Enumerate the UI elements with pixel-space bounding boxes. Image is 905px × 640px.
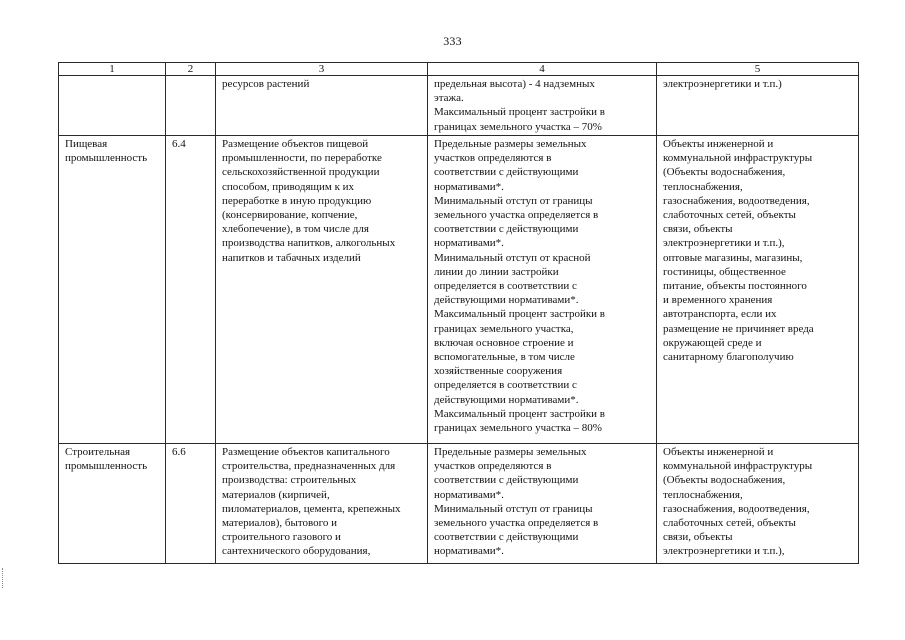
cell-text-line: газоснабжения, водоотведения, [663, 502, 810, 515]
use-description-cell [216, 136, 428, 444]
cell-text-line: Размещение объектов капитального [222, 446, 390, 458]
use-name-cell [59, 76, 166, 136]
auxiliary-uses-cell [657, 76, 859, 136]
cell-text-line: коммунальной инфраструктуры [663, 460, 813, 473]
cell-text-line: соответствии с действующими [434, 223, 579, 236]
use-name-cell [59, 136, 166, 444]
auxiliary-uses-cell [657, 136, 859, 444]
cell-text-line: электроэнергетики и т.п.) [663, 78, 782, 90]
cell-text-line: теплоснабжения, [663, 488, 743, 501]
cell-text-line: электроэнергетики и т.п.), [663, 545, 785, 558]
cell-text-line: земельного участка определяется в [434, 517, 599, 530]
cell-text-line: Минимальный отступ от границы [434, 194, 593, 207]
cell-text-line: Максимальный процент застройки в [434, 308, 605, 321]
cell-text-line: (Объекты водоснабжения, [663, 474, 786, 487]
cell-text-line: промышленности, по переработке [222, 152, 382, 165]
cell-text-line: гостиницы, общественное [663, 265, 786, 278]
table-row [59, 76, 859, 136]
cell-text-line: Предельные размеры земельных [434, 138, 587, 150]
cell-text-line: автотранспорта, если их [663, 308, 777, 321]
cell-text-line: границах земельного участка, [434, 322, 574, 335]
cell-text-line: промышленность [65, 152, 148, 165]
page-number: 333 [443, 34, 462, 48]
cell-text-line: связи, объекты [663, 223, 733, 236]
cell-text-line: материалов), бытового и [222, 517, 338, 530]
cell-text-line: материалов (кирпичей, [222, 488, 330, 501]
use-code-cell [166, 76, 216, 136]
cell-text-line: нормативами*. [434, 237, 504, 250]
cell-text-line: включая основное строение и [434, 336, 574, 349]
cell-text-line: соответствии с действующими [434, 474, 579, 487]
cell-text-line: Максимальный процент застройки в [434, 407, 605, 420]
cell-text-line: строительного газового и [222, 531, 341, 544]
cell-text-line: переработке в иную продукцию [222, 194, 372, 207]
cell-text-line: соответствии с действующими [434, 166, 579, 179]
cell-text-line: соответствии с действующими [434, 531, 579, 544]
cell-text-line: способом, приводящим к их [222, 180, 355, 193]
scan-margin-mark [2, 568, 7, 588]
use-name-cell [59, 444, 166, 564]
cell-text-line: линии до линии застройки [434, 265, 559, 278]
cell-text-line: сельскохозяйственной продукции [222, 166, 380, 179]
cell-text-line: строительства, предназначенных для [222, 460, 396, 473]
cell-text-line: оптовые магазины, магазины, [663, 251, 803, 264]
cell-text-line: производства напитков, алкогольных [222, 237, 396, 250]
cell-text-line: связи, объекты [663, 531, 733, 544]
cell-text-line: питание, объекты постоянного [663, 280, 807, 293]
cell-text-line: теплоснабжения, [663, 180, 743, 193]
cell-text-line: газоснабжения, водоотведения, [663, 194, 810, 207]
cell-text-line: участков определяются в [434, 152, 552, 165]
column-header-5: 5 [657, 63, 859, 76]
cell-text-line: слаботочных сетей, объекты [663, 517, 796, 530]
cell-text-line: Объекты инженерной и [663, 446, 774, 458]
cell-text-line: действующими нормативами*. [434, 393, 579, 406]
cell-text-line: Пищевая [65, 138, 108, 150]
cell-text-line: Минимальный отступ от границы [434, 502, 593, 515]
cell-text-line: и временного хранения [663, 294, 773, 307]
column-header-2: 2 [166, 63, 216, 76]
cell-text-line: напитков и табачных изделий [222, 251, 361, 264]
cell-text-line: Строительная [65, 446, 131, 458]
cell-text-line: производства: строительных [222, 474, 357, 487]
table-row [59, 136, 859, 444]
use-description-cell [216, 444, 428, 564]
cell-text-line: Объекты инженерной и [663, 138, 774, 150]
cell-text-line: действующими нормативами*. [434, 294, 579, 307]
cell-text-line: электроэнергетики и т.п.), [663, 237, 785, 250]
cell-text-line: окружающей среде и [663, 336, 762, 349]
cell-text-line: (Объекты водоснабжения, [663, 166, 786, 179]
table-header-row [59, 63, 859, 76]
zoning-regulations-table [58, 62, 859, 564]
cell-text-line: границах земельного участка – 80% [434, 422, 602, 435]
cell-text-line: нормативами*. [434, 488, 504, 501]
use-description-cell [216, 76, 428, 136]
cell-text-line: определяется в соответствии с [434, 280, 577, 293]
column-header-3: 3 [216, 63, 428, 76]
cell-text-line: сантехнического оборудования, [222, 545, 371, 558]
cell-text-line: определяется в соответствии с [434, 379, 577, 392]
cell-text-line: пиломатериалов, цемента, крепежных [222, 502, 401, 515]
building-parameters-cell [428, 136, 657, 444]
cell-text-line: промышленность [65, 460, 148, 473]
cell-text-line: Размещение объектов пищевой [222, 138, 369, 150]
cell-text-line: Предельные размеры земельных [434, 446, 587, 458]
cell-text-line: этажа. [434, 92, 464, 105]
cell-text-line: слаботочных сетей, объекты [663, 209, 796, 222]
cell-text-line: санитарному благополучию [663, 351, 794, 364]
use-code-cell: 6.6 [166, 444, 216, 564]
cell-text-line: нормативами*. [434, 545, 504, 558]
building-parameters-cell [428, 444, 657, 564]
auxiliary-uses-cell [657, 444, 859, 564]
cell-text-line: размещение не причиняет вреда [663, 322, 814, 335]
cell-text-line: хозяйственные сооружения [434, 365, 563, 378]
column-header-4: 4 [428, 63, 657, 76]
cell-text-line: Минимальный отступ от красной [434, 251, 591, 264]
cell-text-line: Максимальный процент застройки в [434, 106, 605, 119]
cell-text-line: коммунальной инфраструктуры [663, 152, 813, 165]
cell-text-line: хлебопечение), в том числе для [222, 223, 369, 236]
cell-text-line: предельная высота) - 4 надземных [434, 78, 595, 90]
cell-text-line: вспомогательные, в том числе [434, 351, 575, 364]
table-row [59, 444, 859, 564]
column-header-1: 1 [59, 63, 166, 76]
cell-text-line: ресурсов растений [222, 78, 310, 90]
use-code-cell: 6.4 [166, 136, 216, 444]
cell-text-line: участков определяются в [434, 460, 552, 473]
cell-text-line: (консервирование, копчение, [222, 209, 358, 222]
cell-text-line: земельного участка определяется в [434, 209, 599, 222]
building-parameters-cell [428, 76, 657, 136]
cell-text-line: границах земельного участка – 70% [434, 120, 602, 133]
cell-text-line: нормативами*. [434, 180, 504, 193]
